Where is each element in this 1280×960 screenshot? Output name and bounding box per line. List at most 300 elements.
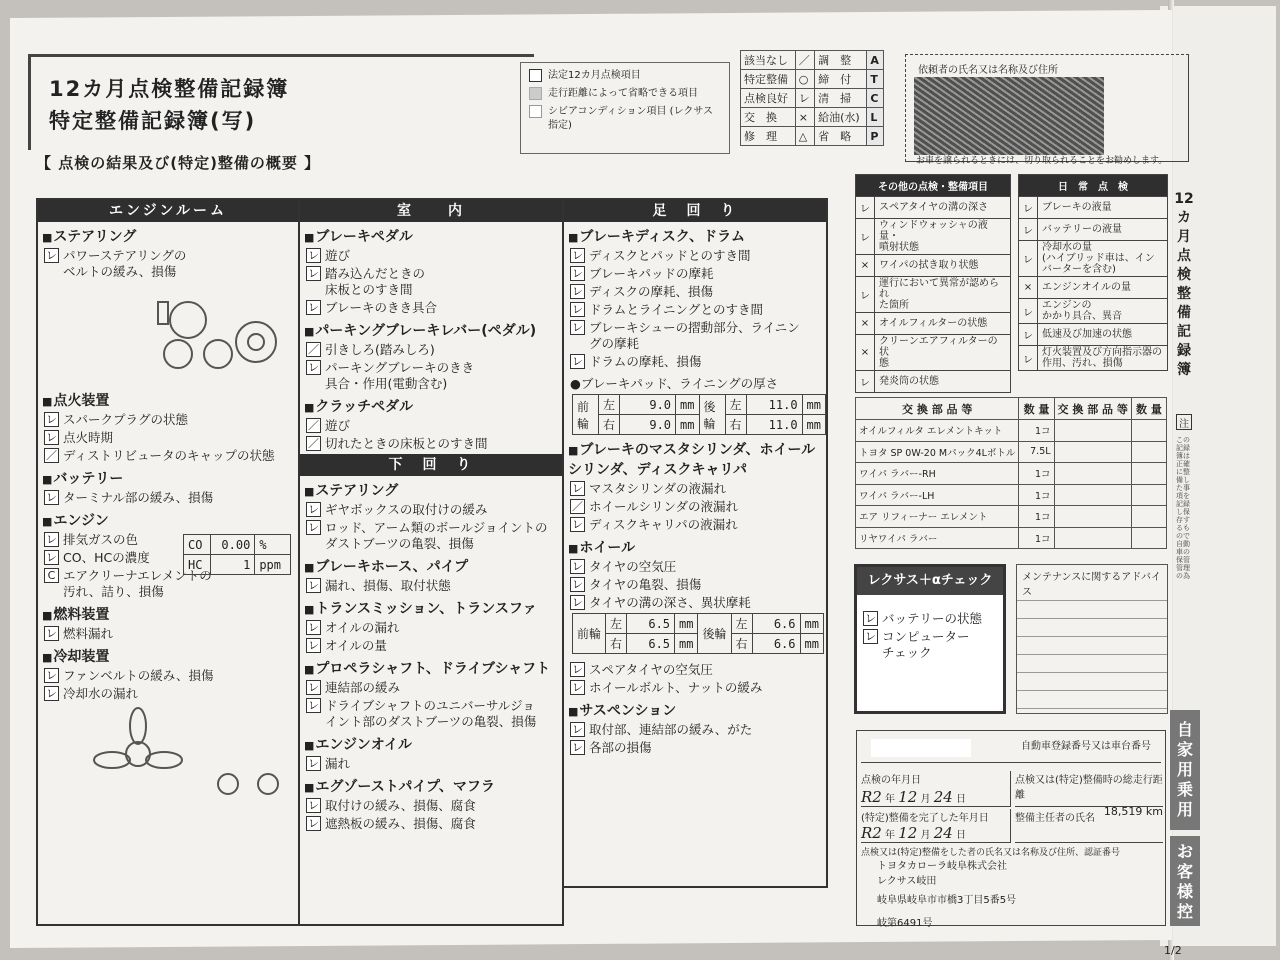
hc-unit: ppm <box>255 555 291 575</box>
emission-table <box>183 534 291 575</box>
pad-front-left: 9.0 <box>620 395 676 415</box>
check-item <box>570 248 826 264</box>
left-label: 左 <box>725 395 746 415</box>
check-item-label: バッテリーの状態 <box>882 611 983 626</box>
legend-label: 法定12カ月点検項目 <box>548 70 641 81</box>
engine-block <box>38 510 298 600</box>
check-item-label: 遮熱板の緩み、損傷、腐食 <box>325 816 476 831</box>
other-checks-table <box>855 174 1011 393</box>
check-mark: レ <box>572 285 583 298</box>
check-item-label: 各部の損傷 <box>589 740 652 755</box>
pad-rear-left: 11.0 <box>746 395 802 415</box>
propeller-group <box>300 658 562 730</box>
check-mark: × <box>1019 277 1038 299</box>
suspension-group <box>564 700 826 756</box>
part-qty: 1コ <box>1019 527 1054 549</box>
note-text: この記録簿は正確に整備した事項を記録し保存するもので自動車の保管管理の為 <box>1176 436 1190 580</box>
group-title: ■ 燃料装置 <box>42 604 298 624</box>
table-heading: その他の点検・整備項目 <box>856 175 1011 197</box>
unit: mm <box>800 634 823 654</box>
check-item-label: 漏れ <box>325 756 351 771</box>
ignition-group <box>38 390 298 464</box>
check-item <box>306 698 562 730</box>
check-item-label: 冷却水の量 (ハイブリッド車は、インバーターを含む) <box>1038 241 1168 277</box>
tread-rear-right: 6.6 <box>752 634 800 654</box>
unit: mm <box>802 395 825 415</box>
check-item <box>306 638 562 654</box>
right-label: 右 <box>731 634 752 654</box>
pad-rear-right: 11.0 <box>746 415 802 435</box>
hc-label: HC <box>184 555 211 575</box>
check-item <box>306 520 562 552</box>
code-letter: T <box>867 70 884 89</box>
code-label: 特定整備 <box>741 70 796 89</box>
steering-group <box>38 226 298 280</box>
year-suffix: 年 <box>885 830 896 841</box>
table-row <box>856 484 1167 506</box>
part-name: リヤワイパ ラバー <box>856 527 1019 549</box>
hc-value: 1 <box>211 555 255 575</box>
lexus-check-title: レクサス＋αチェック <box>857 567 1003 595</box>
legend-light-box <box>529 105 542 118</box>
legend-label: 走行距離によって省略できる項目 <box>548 88 698 99</box>
check-mark: レ <box>308 639 319 652</box>
check-item <box>306 342 562 358</box>
tread-front-left: 6.5 <box>627 614 675 634</box>
table-row <box>1019 277 1168 299</box>
check-item <box>570 740 826 756</box>
check-item <box>570 722 826 738</box>
empty-cell <box>1131 420 1166 442</box>
code-label: 締 付 <box>815 70 867 89</box>
code-row <box>741 108 884 127</box>
check-item-label: ウィンドウォッシャの液量・ 噴射状態 <box>875 219 1011 255</box>
copy-tab: お客様控 <box>1170 836 1200 926</box>
right-label: 右 <box>725 415 746 435</box>
part-name: ワイパ ラバー-LH <box>856 484 1019 506</box>
check-item <box>44 626 298 642</box>
check-item-label: 踏み込んだときの 床板とのすき間 <box>325 266 426 297</box>
check-item <box>306 680 562 696</box>
day-suffix: 日 <box>955 794 966 805</box>
check-mark: レ <box>572 303 583 316</box>
check-item-label: 遊び <box>325 418 351 433</box>
group-title: ■ ブレーキペダル <box>304 226 562 246</box>
table-row <box>1019 346 1168 371</box>
check-item-label: ドライブシャフトのユニバーサルジョ イント部のダストブーツの亀裂、損傷 <box>325 698 537 729</box>
part-qty: 1コ <box>1019 463 1054 485</box>
check-item-label: エンジンオイルの量 <box>1038 277 1168 299</box>
requester-note: お車を譲られるときには、切り取られることをお勧めします。 <box>916 156 1168 166</box>
check-item <box>44 490 298 506</box>
check-item-label: 連結部の緩み <box>325 680 401 695</box>
pad-front-right: 9.0 <box>620 415 676 435</box>
interior-heading: 室 内 <box>300 200 562 222</box>
day-suffix: 日 <box>955 830 966 841</box>
check-item-label: ファンベルトの緩み、損傷 <box>63 668 214 683</box>
odometer-unit: km <box>1145 805 1163 818</box>
check-item <box>44 248 298 280</box>
empty-cell <box>1131 463 1166 485</box>
side-title: 12カ月点検整備記録簿 <box>1174 191 1194 378</box>
unit: mm <box>675 634 698 654</box>
check-mark: レ <box>46 491 57 504</box>
check-item-label: タイヤの亀裂、損傷 <box>589 577 702 592</box>
check-item-label: ドラムとライニングとのすき間 <box>589 302 764 317</box>
check-item <box>306 798 562 814</box>
group-title: ■ エンジン <box>42 510 298 530</box>
left-label: 左 <box>599 395 620 415</box>
check-mark: レ <box>46 413 57 426</box>
check-mark: ／ <box>308 419 319 432</box>
check-mark: レ <box>1019 324 1038 346</box>
chief-mechanic-cell <box>1015 809 1163 843</box>
check-item <box>306 436 562 452</box>
check-item-label: オイルフィルターの状態 <box>875 313 1011 335</box>
check-item-label: 取付部、連結部の緩み、がた <box>589 722 753 737</box>
part-qty: 1コ <box>1019 484 1054 506</box>
belt-drawing <box>38 282 298 386</box>
check-item <box>570 662 826 678</box>
check-mark: レ <box>1019 299 1038 324</box>
left-label: 左 <box>731 614 752 634</box>
unit: mm <box>676 415 699 435</box>
code-mark: レ <box>795 89 814 108</box>
check-item <box>306 578 562 594</box>
check-mark: レ <box>46 627 57 640</box>
table-row <box>856 197 1011 219</box>
legend-gray-box <box>529 87 542 100</box>
legend-solid-box <box>529 69 542 82</box>
check-mark: レ <box>308 799 319 812</box>
day: 24 <box>933 788 953 806</box>
check-mark: レ <box>308 817 319 830</box>
shop-store: レクサス岐田 <box>877 876 937 887</box>
check-item <box>306 816 562 832</box>
shop-name: トヨタカローラ岐阜株式会社 <box>877 861 1007 872</box>
engine-oil-group <box>300 734 562 772</box>
year-suffix: 年 <box>885 794 896 805</box>
code-label: 交 換 <box>741 108 796 127</box>
table-row <box>856 527 1167 549</box>
check-item <box>306 360 562 392</box>
suspension-panel <box>562 198 828 888</box>
check-mark: レ <box>572 596 583 609</box>
form-title: 12カ月点検整備記録簿 <box>49 77 290 101</box>
check-item-label: ブレーキのきき具合 <box>325 300 438 315</box>
table-row <box>1019 219 1168 241</box>
pad-thickness-title: ●ブレーキパッド、ライニングの厚さ <box>570 376 779 391</box>
empty-cell <box>1054 441 1131 463</box>
table-heading: 日 常 点 検 <box>1019 175 1168 197</box>
check-item-label: タイヤの溝の深さ、異状摩耗 <box>589 595 751 610</box>
form-subtitle: 特定整備記録簿(写) <box>49 109 257 133</box>
day: 24 <box>933 824 953 842</box>
battery-group <box>38 468 298 506</box>
code-letter: C <box>867 89 884 108</box>
brake-disc-group <box>564 226 826 370</box>
check-mark: レ <box>308 249 319 262</box>
redacted-address <box>914 77 1104 155</box>
month: 12 <box>898 788 918 806</box>
front-label: 前輪 <box>573 614 606 654</box>
wheel-group <box>564 537 826 611</box>
check-mark: レ <box>865 630 876 643</box>
check-item <box>570 284 826 300</box>
shop-address: 岐阜県岐阜市市橋3丁目5番5号 <box>877 895 1017 906</box>
check-mark: レ <box>308 503 319 516</box>
vehicle-number-row <box>861 735 1161 763</box>
group-title: ■ クラッチペダル <box>304 396 562 416</box>
month-suffix: 月 <box>920 830 931 841</box>
inspection-info-box <box>856 730 1166 929</box>
note-mark: 注 <box>1176 414 1192 430</box>
under-heading: 下 回 り <box>300 454 562 476</box>
check-mark: レ <box>46 669 57 682</box>
empty-cell <box>1054 527 1131 549</box>
table-row <box>856 313 1011 335</box>
check-mark: C <box>44 568 59 583</box>
check-mark: レ <box>46 533 57 546</box>
page-number: 1/2 <box>1164 944 1182 957</box>
check-mark: レ <box>308 521 319 534</box>
group-title: ■ エグゾーストパイプ、マフラ <box>304 776 562 796</box>
suspension-heading: 足 回 り <box>564 200 826 222</box>
check-item-label: コンピューター チェック <box>882 629 970 660</box>
check-mark: レ <box>572 482 583 495</box>
check-item <box>44 430 298 446</box>
month-suffix: 月 <box>920 794 931 805</box>
co-label: CO <box>184 535 211 555</box>
check-item-label: 灯火装置及び方向指示器の 作用、汚れ、損傷 <box>1038 346 1168 371</box>
check-mark: レ <box>572 560 583 573</box>
check-item-label: ターミナル部の緩み、損傷 <box>63 490 214 505</box>
check-item <box>306 756 562 772</box>
check-item-label: ロッド、アーム類のボールジョイントの ダストブーツの亀裂、損傷 <box>325 520 548 551</box>
check-item <box>306 620 562 636</box>
parts-header: 数 量 <box>1019 398 1054 420</box>
inspection-date-label: 点検の年月日 <box>861 775 921 786</box>
rear-label: 後輪 <box>698 614 731 654</box>
group-title: ■ パーキングブレーキレバー(ペダル) <box>304 320 562 340</box>
group-title: ■ トランスミッション、トランスファ <box>304 598 562 618</box>
code-mark: △ <box>795 127 814 146</box>
check-item <box>570 559 826 575</box>
check-mark: レ <box>308 361 319 374</box>
code-letter: A <box>867 51 884 70</box>
check-item <box>570 577 826 593</box>
empty-cell <box>1054 463 1131 485</box>
table-row <box>856 219 1011 255</box>
table-row <box>856 441 1167 463</box>
rear-label: 後輪 <box>699 395 725 435</box>
check-mark: レ <box>308 301 319 314</box>
completion-date-cell <box>861 809 1011 843</box>
empty-cell <box>1131 506 1166 528</box>
check-mark: レ <box>572 518 583 531</box>
redacted-vehicle-number <box>871 739 971 757</box>
parts-header: 交 換 部 品 等 <box>1054 398 1131 420</box>
check-item-label: CO、HCの濃度 <box>63 550 150 565</box>
under-steering-group <box>300 480 562 552</box>
check-item-label: ブレーキパッドの摩耗 <box>589 266 714 281</box>
check-item-label: 運行において異常が認められ た箇所 <box>875 277 1011 313</box>
empty-cell <box>1054 484 1131 506</box>
check-item-label: スペアタイヤの溝の深さ <box>875 197 1011 219</box>
check-mark: ／ <box>46 449 57 462</box>
tread-depth-table <box>572 613 824 654</box>
check-item-label: 排気ガスの色 <box>63 532 139 547</box>
check-mark: レ <box>856 277 875 313</box>
table-row <box>856 277 1011 313</box>
belt-illustration <box>38 282 298 386</box>
completion-date-value <box>861 824 1010 842</box>
check-item-label: ディストリビュータのキャップの状態 <box>63 448 275 463</box>
check-item <box>570 354 826 370</box>
group-title: ■ バッテリー <box>42 468 298 488</box>
part-name: エア リフィーナー エレメント <box>856 506 1019 528</box>
part-qty: 1コ <box>1019 420 1054 442</box>
check-item-label: 遊び <box>325 248 351 263</box>
part-name: ワイパ ラバー-RH <box>856 463 1019 485</box>
check-mark: レ <box>572 355 583 368</box>
check-item-label: オイルの漏れ <box>325 620 400 635</box>
empty-cell <box>1054 506 1131 528</box>
check-mark: レ <box>856 371 875 393</box>
check-item <box>306 418 562 434</box>
check-item <box>570 302 826 318</box>
co-value: 0.00 <box>211 535 255 555</box>
table-row <box>1019 197 1168 219</box>
check-item-label: マスタシリンダの液漏れ <box>589 481 727 496</box>
month: 12 <box>898 824 918 842</box>
exhaust-group <box>300 776 562 832</box>
check-mark: レ <box>865 612 876 625</box>
legend-row <box>529 105 721 133</box>
group-title: ■ エンジンオイル <box>304 734 562 754</box>
code-label: 調 整 <box>815 51 867 70</box>
check-mark: レ <box>1019 346 1038 371</box>
check-mark: ／ <box>308 437 319 450</box>
code-row <box>741 51 884 70</box>
master-cylinder-title: ■ ブレーキのマスタシリンダ、ホイール シリンダ、ディスクキャリパ <box>568 439 826 479</box>
interior-under-panel <box>298 198 564 926</box>
empty-cell <box>1054 420 1131 442</box>
wheel-misc-items <box>564 662 826 696</box>
odometer-value: 18,519 <box>1103 805 1143 818</box>
check-mark: レ <box>308 579 319 592</box>
parts-header: 交 換 部 品 等 <box>856 398 1019 420</box>
cooling-group <box>38 646 298 702</box>
table-row <box>856 420 1167 442</box>
check-mark: レ <box>308 681 319 694</box>
check-item-label: 冷却水の漏れ <box>63 686 139 701</box>
fan-drawing <box>38 704 298 804</box>
group-title: ■ ステアリング <box>304 480 562 500</box>
check-mark: レ <box>308 267 319 280</box>
group-title: ■ ブレーキホース、パイプ <box>304 556 562 576</box>
right-label: 右 <box>606 634 627 654</box>
table-row <box>856 371 1011 393</box>
brake-pedal-group <box>300 226 562 316</box>
check-mark: レ <box>572 741 583 754</box>
check-item <box>863 629 1003 661</box>
check-mark: × <box>856 335 875 371</box>
code-letter: L <box>867 108 884 127</box>
legend-row <box>529 87 721 101</box>
code-label: 省 略 <box>815 127 867 146</box>
group-title: ■ ブレーキディスク、ドラム <box>568 226 826 246</box>
check-item <box>863 611 1003 627</box>
advice-box <box>1016 564 1168 714</box>
chief-mechanic-label: 整備主任者の氏名 <box>1015 813 1095 824</box>
check-mark: レ <box>1019 219 1038 241</box>
right-label: 右 <box>599 415 620 435</box>
legend-row <box>529 69 721 83</box>
parking-brake-group <box>300 320 562 392</box>
check-mark: レ <box>308 757 319 770</box>
part-qty: 7.5L <box>1019 441 1054 463</box>
check-item-label: パワーステアリングの ベルトの緩み、損傷 <box>63 248 187 279</box>
check-item <box>570 517 826 533</box>
check-item <box>44 412 298 428</box>
check-item-label: 取付けの緩み、損傷、腐食 <box>325 798 476 813</box>
check-item-label: ホイールボルト、ナットの緩み <box>589 680 763 695</box>
code-row <box>741 127 884 146</box>
section-title: 【 点検の結果及び(特定)整備の概要 】 <box>36 154 321 172</box>
check-item <box>570 680 826 696</box>
table-row <box>1019 241 1168 277</box>
table-row <box>856 255 1011 277</box>
check-item-label: ディスクキャリパの液漏れ <box>589 517 738 532</box>
engine-room-heading: エンジンルーム <box>38 200 298 222</box>
check-item-label: ドラムの摩耗、損傷 <box>589 354 702 369</box>
check-item-label: ホイールシリンダの液漏れ <box>589 499 738 514</box>
check-item-label: クリーンエアフィルターの状 態 <box>875 335 1011 371</box>
check-item-label: 低速及び加速の状態 <box>1038 324 1168 346</box>
table-row <box>856 335 1011 371</box>
odometer-label: 点検又は(特定)整備時の総走行距離 <box>1015 775 1163 801</box>
part-name: トヨタ SP 0W-20 Mパック4Lボトル <box>856 441 1019 463</box>
lexus-check-box <box>854 564 1006 714</box>
brake-hose-group <box>300 556 562 594</box>
code-mark: × <box>795 108 814 127</box>
code-row <box>741 70 884 89</box>
check-mark: レ <box>46 249 57 262</box>
daily-checks-table <box>1018 174 1168 371</box>
check-mark: × <box>856 313 875 335</box>
item-type-legend <box>520 62 730 154</box>
check-mark: レ <box>856 197 875 219</box>
check-item-label: 切れたときの床板とのすき間 <box>325 436 488 451</box>
check-item <box>570 266 826 282</box>
group-title: ■ サスペンション <box>568 700 826 720</box>
engine-room-panel <box>36 198 300 926</box>
vehicle-number-label: 自動車登録番号又は車台番号 <box>1021 741 1151 752</box>
era: R2 <box>861 788 882 806</box>
group-title: ■ 冷却装置 <box>42 646 298 666</box>
code-label: 修 理 <box>741 127 796 146</box>
shop-details <box>877 859 1016 931</box>
table-row <box>1019 299 1168 324</box>
pad-thickness-table <box>572 394 826 435</box>
group-title: ■ プロペラシャフト、ドライブシャフト <box>304 658 562 678</box>
check-item-label: ブレーキシューの摺動部分、ライニン グの摩耗 <box>589 320 800 351</box>
check-mark: レ <box>572 578 583 591</box>
check-item-label: 漏れ、損傷、取付状態 <box>325 578 451 593</box>
table-row <box>856 463 1167 485</box>
empty-cell <box>1131 527 1166 549</box>
